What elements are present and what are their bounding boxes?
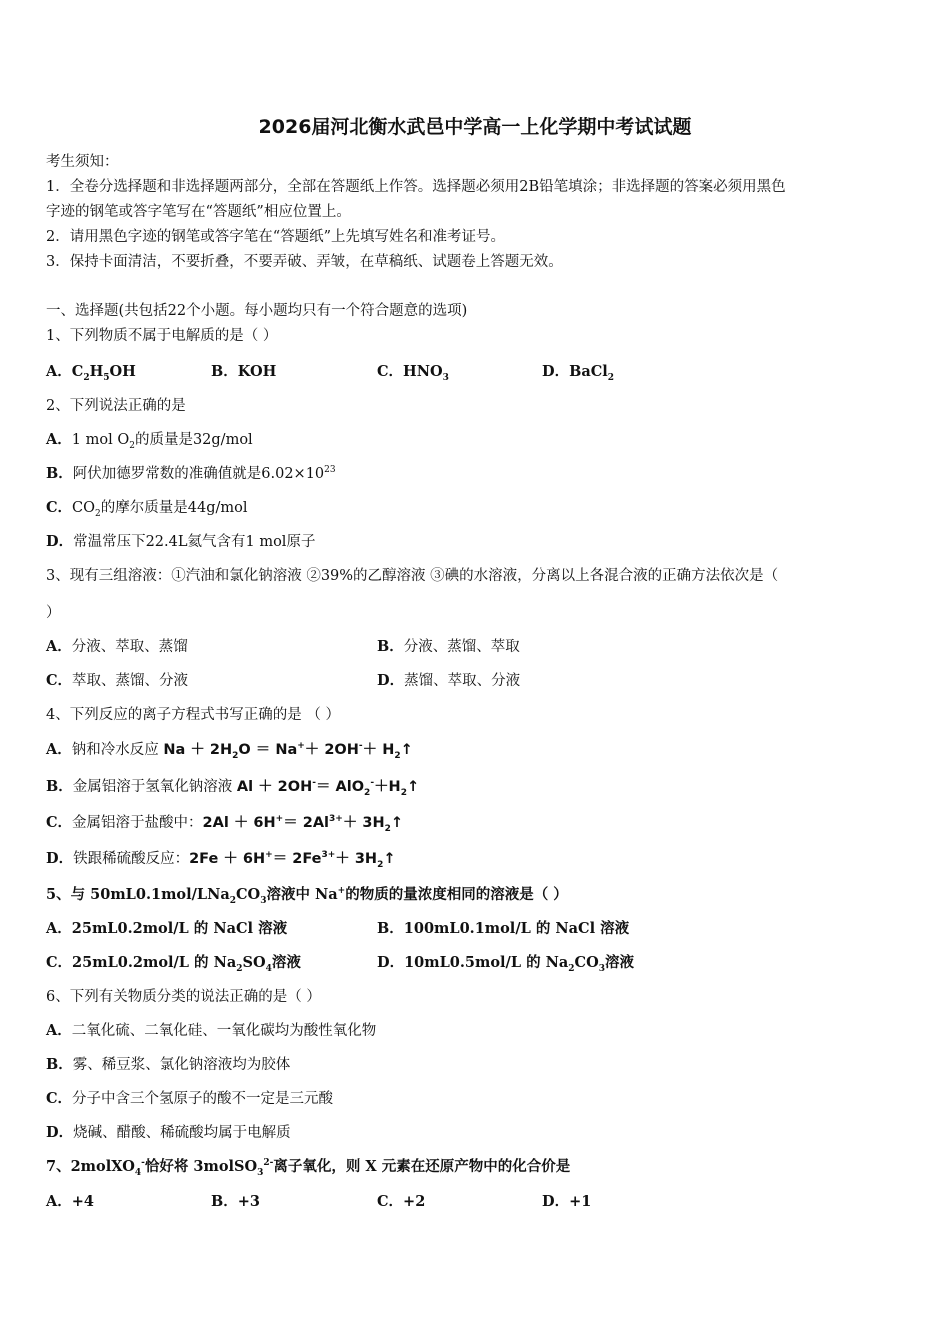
question-6-option-a: A．二氧化硫、二氧化硅、一氧化碳均为酸性氧化物 bbox=[46, 1022, 377, 1039]
option-label: B． bbox=[211, 363, 238, 380]
notice-item-1-line-2: 字迹的钢笔或答字笔写在“答题纸”相应位置上。 bbox=[46, 204, 351, 220]
option-label: D． bbox=[377, 672, 405, 689]
option-label: D． bbox=[46, 1124, 74, 1141]
option-label: A． bbox=[46, 638, 72, 655]
question-4-option-d: D．铁跟稀硫酸反应：$2Fe + 6H^+= 2Fe^{3+}+$ $3H_2↑$ bbox=[46, 850, 396, 870]
question-7-option-b: B．+3 bbox=[211, 1193, 261, 1210]
question-2-stem: 2、下列说法正确的是 bbox=[46, 398, 186, 414]
exam-title: 2026届河北衡水武邑中学高一上化学期中考试试题 bbox=[258, 116, 692, 138]
option-label: A． bbox=[46, 1022, 72, 1039]
question-6-option-c: C．分子中含三个氢原子的酸不一定是三元酸 bbox=[46, 1090, 334, 1107]
option-label: D． bbox=[377, 954, 405, 971]
notice-heading: 考生须知： bbox=[46, 154, 119, 170]
option-label: C． bbox=[46, 1090, 73, 1107]
option-label: B． bbox=[46, 1056, 73, 1073]
question-3-stem-line-1: 3、现有三组溶液：①汽油和氯化钠溶液 ②39%的乙醇溶液 ③碘的水溶液，分离以上各混合液的正确方法依次是（ bbox=[46, 568, 779, 584]
notice-item-2: 2．请用黑色字迹的钢笔或答字笔在“答题纸”上先填写姓名和准考证号。 bbox=[46, 229, 506, 245]
question-4-stem: 4、下列反应的离子方程式书写正确的是 （ ） bbox=[46, 707, 340, 723]
option-label: C． bbox=[377, 1193, 404, 1210]
option-label: D． bbox=[542, 1193, 570, 1210]
option-label: B． bbox=[377, 920, 404, 937]
question-1-stem: 1、下列物质不属于电解质的是（ ） bbox=[46, 328, 278, 344]
option-label: C． bbox=[46, 672, 73, 689]
option-label: A． bbox=[46, 363, 72, 380]
question-7-option-a: A．+4 bbox=[46, 1193, 95, 1210]
option-label: B． bbox=[46, 778, 73, 795]
option-label: A． bbox=[46, 741, 72, 758]
question-6-option-b: B．雾、稀豆浆、氯化钠溶液均为胶体 bbox=[46, 1056, 291, 1073]
question-1-option-b: B．KOH bbox=[211, 363, 277, 380]
option-label: D． bbox=[46, 533, 74, 550]
question-7-option-c: C．+2 bbox=[377, 1193, 426, 1210]
question-5-option-c: C．25mL0.2mol/L 的 $Na_2SO_4$溶液 bbox=[46, 954, 301, 974]
option-label: B． bbox=[377, 638, 404, 655]
ionic-equation: $Al + 2OH^-= AlO_2^-+H_2↑$ bbox=[236, 778, 420, 798]
option-label: A． bbox=[46, 1193, 72, 1210]
question-3-stem-line-2: ） bbox=[46, 605, 61, 621]
question-5-option-a: A．25mL0.2mol/L 的 NaCl 溶液 bbox=[46, 920, 288, 937]
question-2-option-d: D．常温常压下22.4L氦气含有1 mol原子 bbox=[46, 533, 316, 550]
section-heading: 一、选择题(共包括22个小题。每小题均只有一个符合题意的选项) bbox=[46, 303, 468, 319]
question-2-option-c: C．$CO_2$的摩尔质量是44g/mol bbox=[46, 499, 248, 519]
option-label: A． bbox=[46, 920, 72, 937]
question-3-option-a: A．分液、萃取、蒸馏 bbox=[46, 638, 188, 655]
option-label: C． bbox=[46, 954, 73, 971]
ionic-equation: $2Fe + 6H^+= 2Fe^{3+}+$ $3H_2↑$ bbox=[189, 850, 396, 870]
option-label: A． bbox=[46, 431, 72, 448]
question-3-option-c: C．萃取、蒸馏、分液 bbox=[46, 672, 189, 689]
question-4-option-b: B．金属铝溶于氢氧化钠溶液 $Al + 2OH^-= AlO_2^-+H_2↑$ bbox=[46, 778, 420, 798]
question-1-option-c: C．$HNO_3$ bbox=[377, 363, 449, 383]
option-label: B． bbox=[211, 1193, 238, 1210]
question-5-option-d: D．10mL0.5mol/L 的 $Na_2CO_3$溶液 bbox=[377, 954, 634, 974]
question-3-option-b: B．分液、蒸馏、萃取 bbox=[377, 638, 520, 655]
option-label: C． bbox=[46, 499, 73, 516]
question-3-option-d: D．蒸馏、萃取、分液 bbox=[377, 672, 521, 689]
question-2-option-a: A．1 mol $O_2$的质量是32g/mol bbox=[46, 431, 253, 451]
option-label: D． bbox=[46, 850, 74, 867]
question-7-stem: 7、2molXO$_4$-恰好将 3molSO$_3^{2-}$离子氧化，则 X 元素在还原产物中的化合价是 bbox=[46, 1158, 571, 1178]
question-5-stem: 5、与 $50mL0.1mol/LNa_2CO_3$溶液中 Na+的物质的量浓度相同的溶液是（ ） bbox=[46, 886, 568, 906]
question-4-option-a: A．钠和冷水反应 $Na + 2H_2O = Na^++ 2OH^-+$ $H_2↑$ bbox=[46, 741, 413, 761]
question-1-option-a: A．$C_2H_5OH$ bbox=[46, 363, 136, 383]
question-5-option-b: B．100mL0.1mol/L 的 NaCl 溶液 bbox=[377, 920, 630, 937]
question-2-option-b: B．阿伏加德罗常数的准确值就是$6.02\times 10^{23}$ bbox=[46, 465, 336, 482]
ionic-equation: $2Al + 6H^+= 2Al^{3+}+$ $3H_2↑$ bbox=[202, 814, 404, 834]
option-label: D． bbox=[542, 363, 570, 380]
question-4-option-c: C．金属铝溶于盐酸中：$2Al + 6H^+= 2Al^{3+}+$ $3H_2↑$ bbox=[46, 814, 404, 834]
option-label: C． bbox=[377, 363, 404, 380]
option-label: C． bbox=[46, 814, 73, 831]
ionic-equation: $Na + 2H_2O = Na^++ 2OH^-+$ $H_2↑$ bbox=[163, 741, 413, 761]
question-6-option-d: D．烧碱、醋酸、稀硫酸均属于电解质 bbox=[46, 1124, 291, 1141]
option-label: B． bbox=[46, 465, 73, 482]
question-6-stem: 6、下列有关物质分类的说法正确的是（ ） bbox=[46, 989, 321, 1005]
question-7-option-d: D．+1 bbox=[542, 1193, 592, 1210]
question-1-option-d: D．BaCl$_2$ bbox=[542, 363, 615, 383]
notice-item-1-line-1: 1．全卷分选择题和非选择题两部分，全部在答题纸上作答。选择题必须用2B铅笔填涂；非选择题的答案必须用黑色 bbox=[46, 179, 786, 195]
notice-item-3: 3．保持卡面清洁，不要折叠，不要弄破、弄皱，在草稿纸、试题卷上答题无效。 bbox=[46, 254, 563, 270]
